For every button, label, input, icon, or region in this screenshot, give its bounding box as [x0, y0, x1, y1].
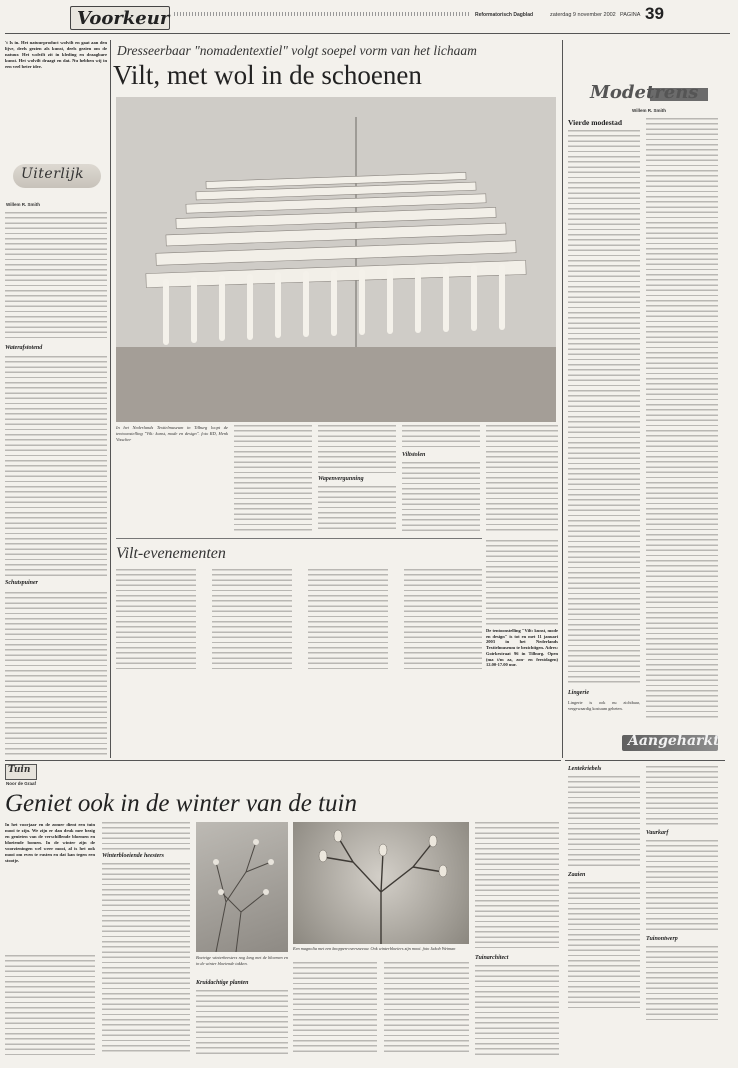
modetrens-logo: Modetrens — [590, 82, 710, 108]
modetrens-byline: Willem R. Smith — [632, 108, 666, 113]
aangeharkt-text-5 — [646, 946, 718, 1022]
main-caption: In het Nederlands Textielmuseum in Tilburg loopt de tentoonstelling "Vilt: kunst, mode en design". foto RD, Henk Visscher — [116, 425, 228, 442]
uiterlijk-text-3 — [5, 592, 107, 757]
subhead-viltstolen: Viltstolen — [402, 452, 426, 458]
main-text-col2b — [318, 486, 396, 533]
issue-date: zaterdag 9 november 2002 — [550, 12, 616, 18]
tuin-sub-winterbloeiende: Winterbloeiende heesters — [102, 853, 164, 859]
tuin-text-5 — [293, 962, 377, 1055]
tuin-sub-tuinarchitect: Tuinarchitect — [475, 955, 509, 961]
events-box — [116, 538, 482, 677]
masthead — [70, 4, 720, 34]
aangeharkt-text-2 — [568, 882, 640, 1012]
modetrens-lingerie: Lingerie — [568, 690, 589, 696]
aangeharkt-sub-vaurkarf: Vaurkarf — [646, 830, 669, 836]
subhead-wapenvergunning: Wapenvergunning — [318, 476, 364, 482]
events-title: Vilt-evenementen — [116, 545, 226, 562]
uiterlijk-logo: Uiterlijk — [5, 160, 108, 194]
main-headline: Vilt, met wol in de schoenen — [113, 60, 422, 90]
tuin-headline: Geniet ook in de winter van de tuin — [5, 790, 358, 817]
main-text-col4 — [486, 425, 558, 533]
subhead-waterafstotend: Waterafstotend — [5, 345, 43, 351]
subhead-schutspuiner: Schutspuiner — [5, 580, 39, 586]
tuin-text-3 — [102, 863, 190, 1055]
aangeharkt-sub-tuinontwerp: Tuinontwerp — [646, 936, 678, 942]
tuin-text-4 — [196, 990, 288, 1055]
tuin-caption-small: Boetvige winterheesters nog lang met de bloemen en in de winter bloeiende takken. — [196, 955, 288, 966]
main-photo — [116, 97, 556, 422]
uiterlijk-byline: Willem R. Smith — [6, 202, 40, 207]
aangeharkt-text-4 — [646, 840, 718, 932]
tuin-caption-large: Een magnolia met een knoppen-oversneeuw. Ook winterbloeiers zijn mooi. foto Jakob Weiman — [293, 946, 456, 951]
exhibition-info: De tentoonstelling "Vilt: kunst, mode en design" is tot en met 11 januari 2003 in het Nederlands Textielmuseum te bezichtigen. Adres: Goirkestraat 96 in Tilburg. Open (ma t/m za, zon- en feestdagen) 12.00-17.00 uur. — [486, 628, 558, 668]
paper-name: Reformatorisch Dagblad — [475, 12, 534, 18]
tuin-intro: In het voorjaar en de zomer dient een tuin mooi te zijn. We zijn er dan druk mee bezig en genieten van de verschillende bloemen en bloeiende bomen. In de winter zijn de voorzieningen wel weer mooi, al is het ook mooi om even te rusten en dat kan tegen een stootje. — [5, 822, 95, 863]
modetrens-lingerie-text: Lingerie is ook nu zichtbaar, vergewaardig kostuum geheten. — [568, 700, 640, 711]
tuin-sub-kruidachtige: Kruidachtige planten — [196, 980, 249, 986]
tuin-text-2 — [102, 822, 190, 850]
tuin-logo: Tuin — [5, 764, 37, 780]
aangeharkt-sub-zaaien: Zaaien — [568, 872, 586, 878]
section-title: Voorkeur — [77, 8, 170, 29]
main-text-col3b — [402, 462, 480, 533]
main-text-col2 — [318, 425, 396, 473]
page-label: PAGINA — [620, 12, 641, 18]
tuin-text-8 — [475, 965, 559, 1055]
aangeharkt-logo: Aangeharkt — [622, 732, 722, 754]
aangeharkt-sub-lentekriebels: Lentekriebels — [568, 766, 602, 772]
main-kicker: Dresseerbaar "nomadentextiel" volgt soepel vorm van het lichaam — [117, 43, 477, 58]
modetrens-text-2 — [646, 118, 718, 718]
uiterlijk-text-1 — [5, 212, 107, 342]
main-text-col3 — [402, 425, 480, 449]
main-text-col5 — [486, 540, 558, 625]
tuin-text-7 — [475, 822, 559, 952]
tuin-byline: Noor de Graaf — [6, 781, 37, 786]
uiterlijk-text-2 — [5, 356, 107, 576]
aangeharkt-text-1 — [568, 776, 640, 868]
aangeharkt-text-3 — [646, 766, 718, 826]
tuin-text-1 — [5, 955, 95, 1055]
modetrens-headline: Vierde modestad — [568, 118, 623, 127]
main-text-col1 — [234, 425, 312, 533]
tuin-photo-small — [196, 822, 288, 952]
modetrens-text-1 — [568, 130, 640, 685]
tuin-text-6 — [384, 962, 469, 1055]
intro-text: 't Is in. Het natuurproduct wolvilt en gaat aan den lijve, deels gezien als kunst, deels gezien om de natuur. Het wolvilt zit in kleding en draagbare kunst. Het wolvilt draagt en dat. Nu hebben wij in een veel beter idee. — [5, 40, 107, 69]
page-number: 39 — [645, 4, 664, 23]
tuin-photo-large — [293, 822, 469, 944]
masthead-logo — [70, 6, 170, 30]
